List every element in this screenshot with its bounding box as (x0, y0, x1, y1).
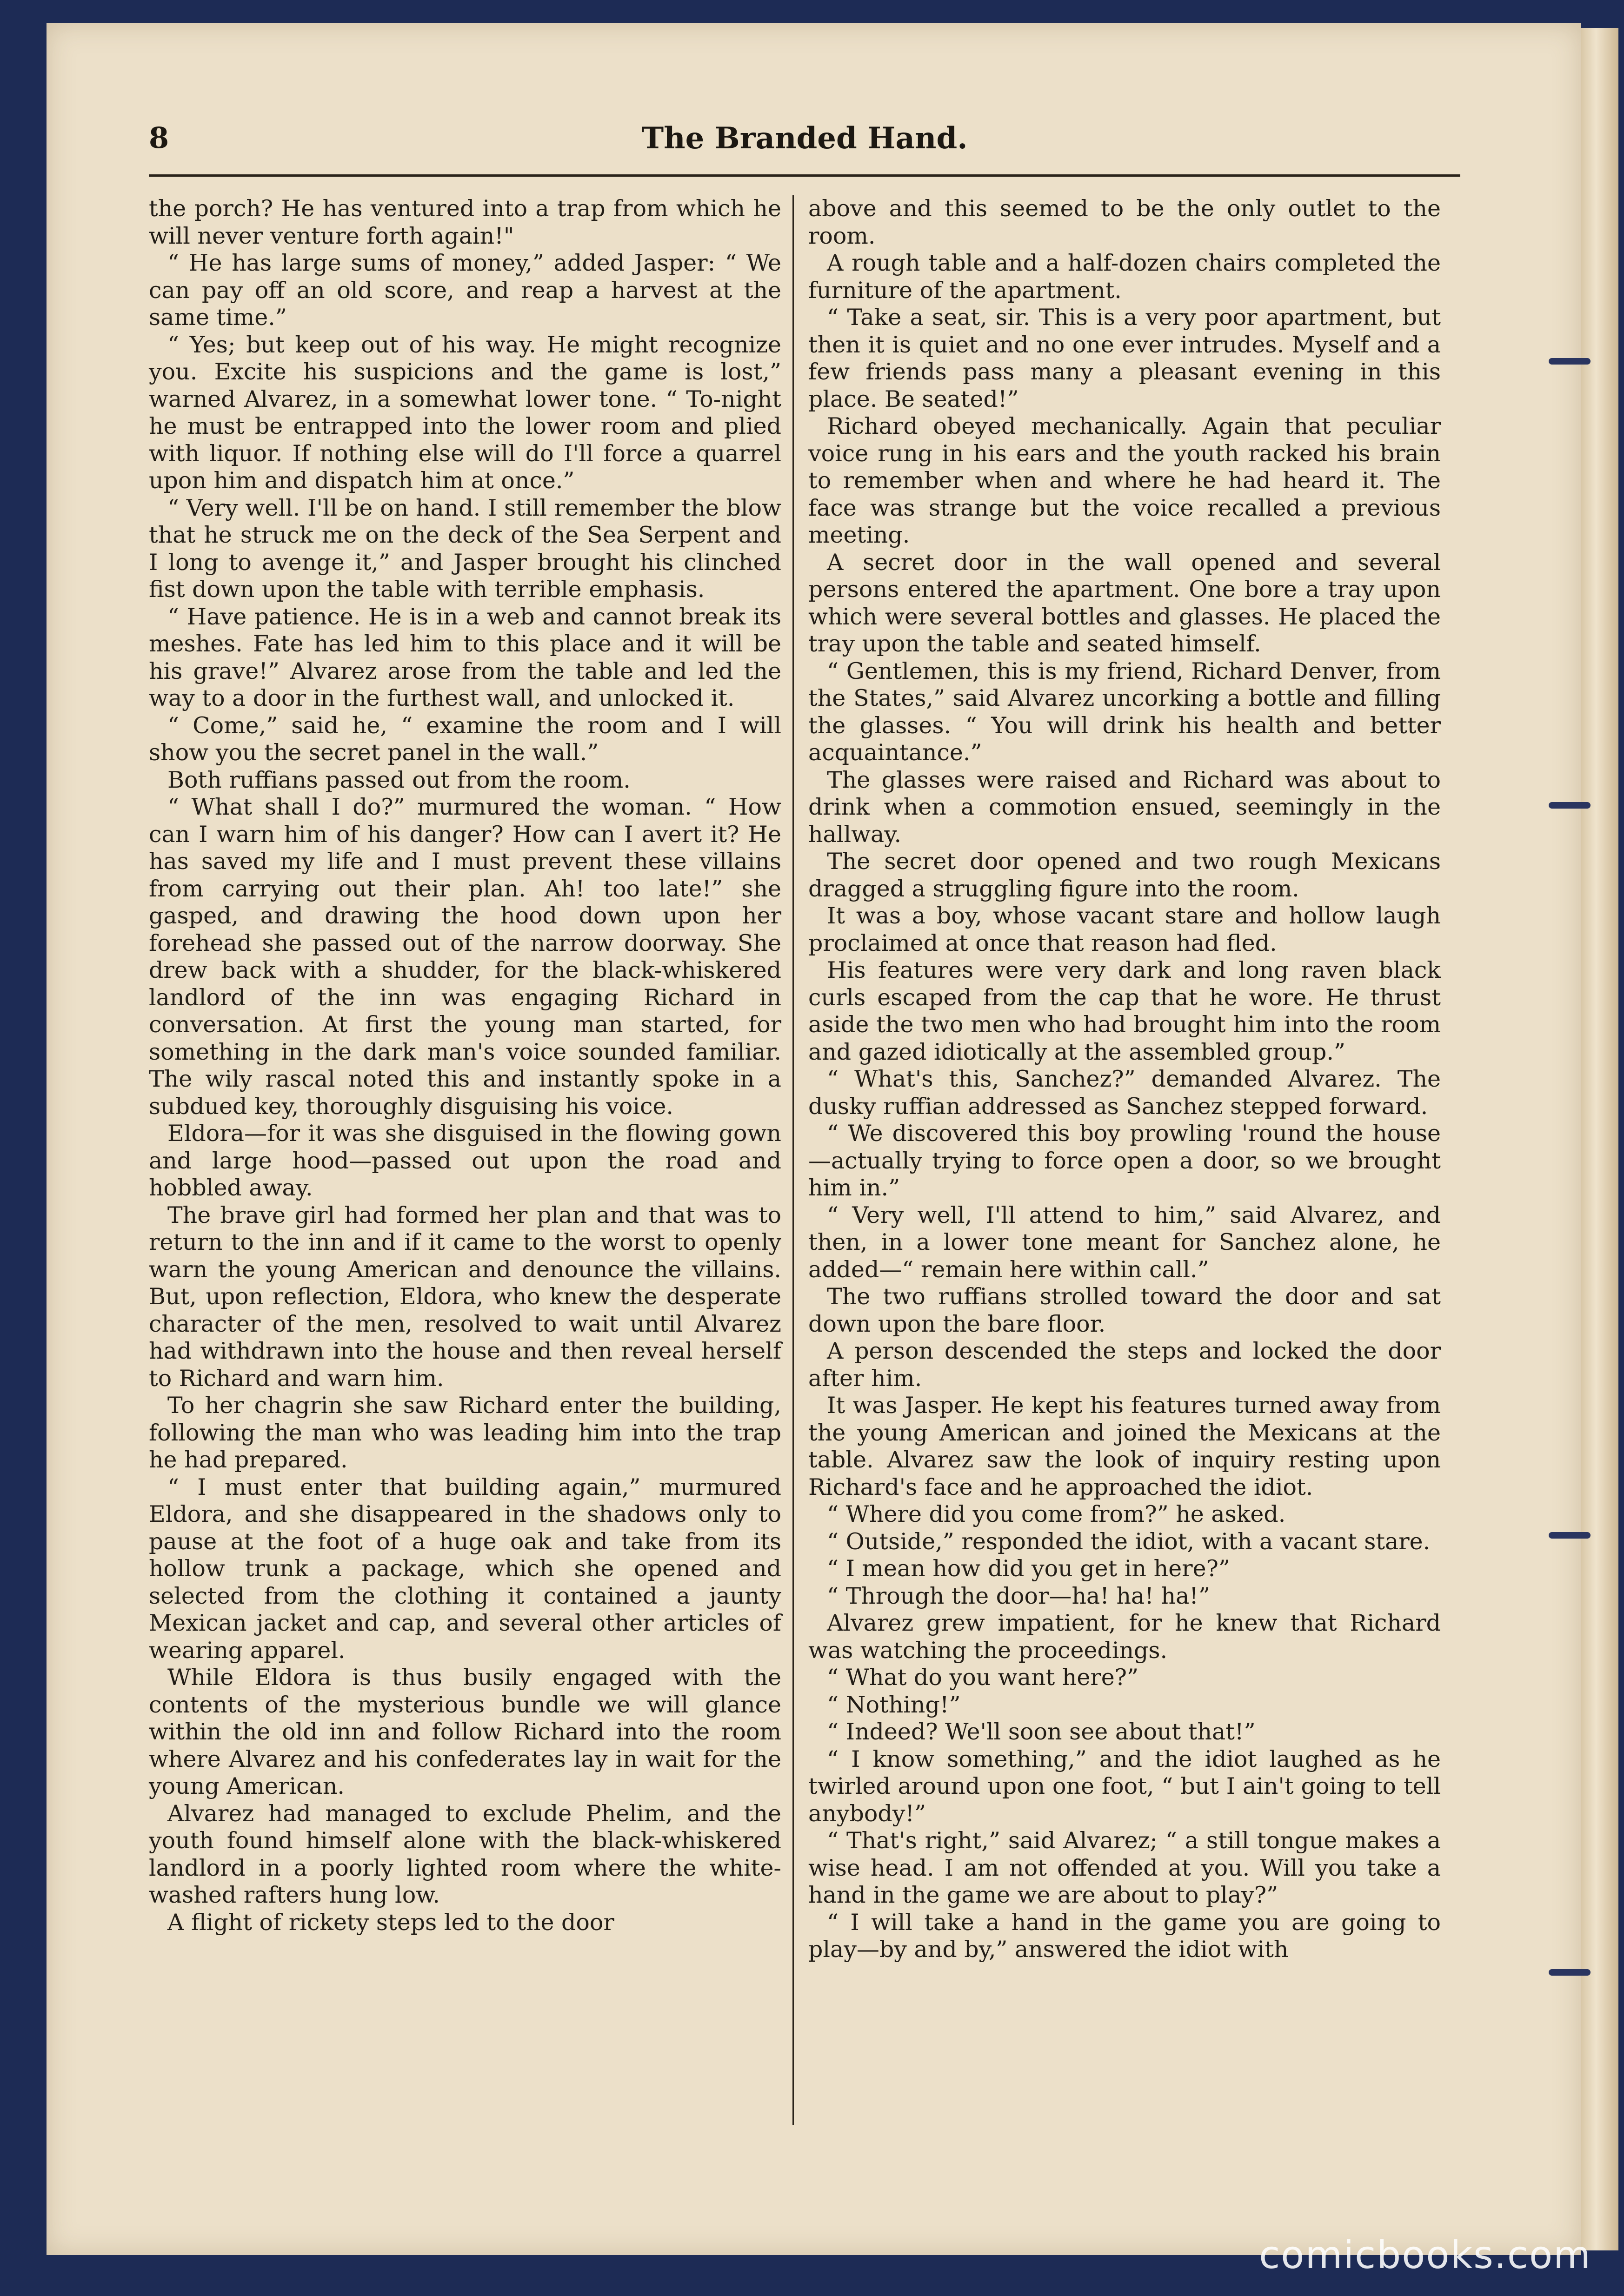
paragraph: A flight of rickety steps led to the door (167, 1909, 614, 1936)
paragraph: The brave girl had formed her plan and that was to return to the inn and if it came to the worst to openly warn the young American and denounce the villains. But, upon reflection, Eldora, who knew the desperate character of the men, resolved to wait until Alvarez had withdrawn into the house and then reveal herself to Richard and warn him. (149, 1201, 781, 1392)
paragraph: “ Outside,” responded the idiot, with a vacant stare. (827, 1528, 1431, 1555)
paragraph: “ I will take a hand in the game you are going to play—by and by,” answered the idiot with (808, 1909, 1441, 1963)
paragraph: To her chagrin she saw Richard enter the building, following the man who was leading him into the trap he had prepared. (149, 1392, 781, 1473)
column-divider (792, 195, 794, 2125)
paragraph: “ Take a seat, sir. This is a very poor apartment, but then it is quiet and no one ever intrudes. Myself and a few friends pass many a pleasant evening in this place. Be seated!” (808, 304, 1441, 412)
paragraph: “ That's right,” said Alvarez; “ a still tongue makes a wise head. I am not offended at you. Will you take a hand in the game we are about to play?” (808, 1827, 1441, 1908)
paragraph: Richard obeyed mechanically. Again that peculiar voice rung in his ears and the youth racked his brain to remember when and where he had heard it. The face was strange but the voice recalled a previous meeting. (808, 413, 1441, 548)
paragraph: Eldora—for it was she disguised in the flowing gown and large hood—passed out upon the road and hobbled away. (149, 1120, 781, 1201)
paragraph: “ Indeed? We'll soon see about that!” (827, 1719, 1256, 1745)
paragraph: The two ruffians strolled toward the door and sat down upon the bare floor. (808, 1283, 1441, 1337)
staple (1549, 1532, 1591, 1539)
paragraph: “ Where did you come from?” he asked. (827, 1501, 1286, 1527)
paragraph: “ He has large sums of money,” added Jasper: “ We can pay off an old score, and reap a harvest at the same time.” (149, 250, 781, 331)
paragraph: “ I must enter that building again,” murmured Eldora, and she disappeared in the shadows only to pause at the foot of a huge oak and take from its hollow trunk a package, which she opened and selected from the clothing it contained a jaunty Mexican jacket and cap, and several other articles of wearing apparel. (149, 1473, 781, 1664)
paragraph: Alvarez grew impatient, for he knew that Richard was watching the proceedings. (808, 1610, 1441, 1664)
watermark: comicbooks.com (1259, 2233, 1591, 2277)
paragraph: It was Jasper. He kept his features turned away from the young American and joined the Mexicans at the table. Alvarez saw the look of inquiry resting upon Richard's face and he approached the idiot. (808, 1392, 1441, 1500)
paragraph: above and this seemed to be the only outlet to the room. (808, 195, 1441, 249)
paragraph: It was a boy, whose vacant stare and hollow laugh proclaimed at once that reason had fled. (808, 902, 1441, 956)
paragraph: A secret door in the wall opened and several persons entered the apartment. One bore a tray upon which were several bottles and glasses. He placed the tray upon the table and seated himself. (808, 549, 1441, 657)
paragraph: “ Very well, I'll attend to him,” said Alvarez, and then, in a lower tone meant for Sanchez alone, he added—“ remain here within call.” (808, 1201, 1441, 1283)
paragraph: “ Through the door—ha! ha! ha!” (827, 1582, 1211, 1609)
paragraph: “ We discovered this boy prowling 'round the house—actually trying to force open a door, so we brought him in.” (808, 1120, 1441, 1201)
paragraph: “ Very well. I'll be on hand. I still remember the blow that he struck me on the deck of the Sea Serpent and I long to avenge it,” and Jasper brought his clinched fist down upon the table with terrible emphasis. (149, 494, 781, 603)
staple (1549, 358, 1591, 365)
paragraph: “ Yes; but keep out of his way. He might recognize you. Excite his suspicions and the game is lost,” warned Alvarez, in a somewhat lower tone. “ To-night he must be entrapped into the lower room and plied with liquor. If nothing else will do I'll force a quarrel upon him and dispatch him at once.” (149, 331, 781, 494)
paragraph: While Eldora is thus busily engaged with the contents of the mysterious bundle we will glance within the old inn and follow Richard into the room where Alvarez and his confederates lay in wait for the young American. (149, 1664, 781, 1799)
paragraph: “ Have patience. He is in a web and cannot break its meshes. Fate has led him to this place and it will be his grave!” Alvarez arose from the table and led the way to a door in the furthest wall, and unlocked it. (149, 603, 781, 711)
right-column (808, 195, 1441, 1964)
staple (1549, 802, 1591, 809)
paragraph: A rough table and a half-dozen chairs completed the furniture of the apartment. (808, 250, 1441, 304)
paragraph: “ Gentlemen, this is my friend, Richard Denver, from the States,” said Alvarez uncorking a bottle and filling the glasses. “ You will drink his health and better acquaintance.” (808, 657, 1441, 766)
paragraph: Both ruffians passed out from the room. (167, 766, 631, 793)
paragraph: “ What's this, Sanchez?” demanded Alvarez. The dusky ruffian addressed as Sanchez stepped forward. (808, 1066, 1441, 1120)
paragraph: “ What do you want here?” (827, 1664, 1139, 1691)
paragraph: The secret door opened and two rough Mexicans dragged a struggling figure into the room. (808, 848, 1441, 902)
paragraph: “ Nothing!” (827, 1691, 961, 1718)
left-column (149, 195, 781, 1936)
page-title: The Branded Hand. (641, 121, 968, 156)
paragraph: “ I mean how did you get in here?” (827, 1555, 1230, 1582)
paragraph: “ What shall I do?” murmured the woman. “ How can I warn him of his danger? How can I avert it? He has saved my life and I must prevent these villains from carrying out their plan. Ah! too late!” she gasped, and drawing the hood down upon her forehead she passed out of the narrow doorway. She drew back with a shudder, for the black-whiskered landlord of the inn was engaging Richard in conversation. At first the young man started, for something in the dark man's voice sounded familiar. The wily rascal noted this and instantly spoke in a subdued key, thoroughly disguising his voice. (149, 794, 781, 1120)
paragraph: His features were very dark and long raven black curls escaped from the cap that he wore. He thrust aside the two men who had brought him into the room and gazed idiotically at the assembled group.” (808, 957, 1441, 1065)
paragraph: “ Come,” said he, “ examine the room and I will show you the secret panel in the wall.” (149, 712, 781, 766)
paragraph: “ I know something,” and the idiot laughed as he twirled around upon one foot, “ but I ain't going to tell anybody!” (808, 1745, 1441, 1827)
paragraph: A person descended the steps and locked the door after him. (808, 1338, 1441, 1392)
paragraph: Alvarez had managed to exclude Phelim, and the youth found himself alone with the black-whiskered landlord in a poorly lighted room where the white-washed rafters hung low. (149, 1800, 781, 1908)
header-rule (149, 174, 1460, 177)
paragraph: the porch? He has ventured into a trap from which he will never venture forth again!" (149, 195, 781, 249)
page-number: 8 (149, 121, 169, 155)
page-header (149, 121, 1460, 167)
paragraph: The glasses were raised and Richard was about to drink when a commotion ensued, seemingly in the hallway. (808, 766, 1441, 848)
staple (1549, 1969, 1591, 1976)
